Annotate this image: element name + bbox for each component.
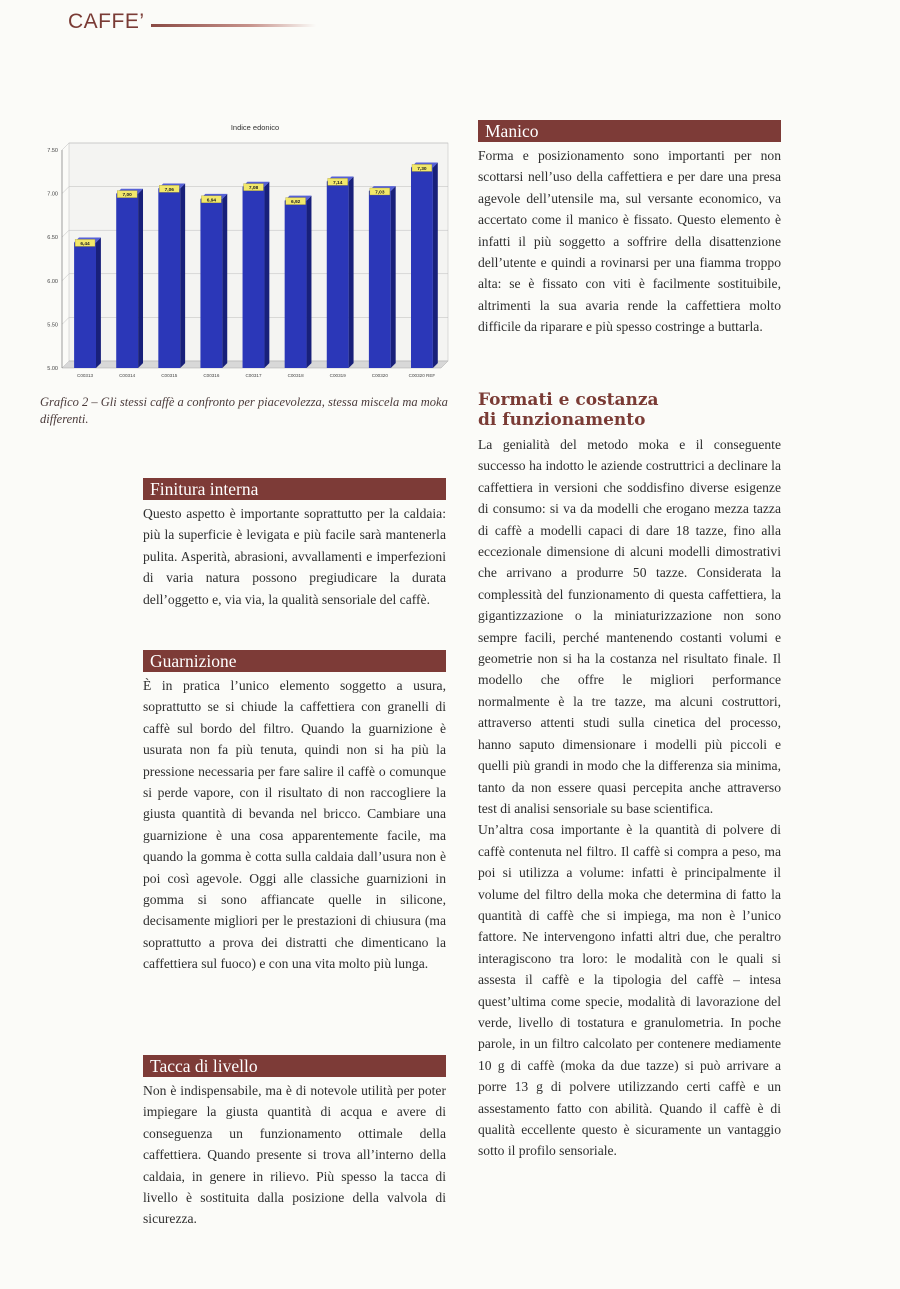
page-header [68,10,316,34]
y-tick-label: 7.00 [47,191,58,198]
gridline [62,317,69,324]
x-tick-label: C00316 [203,373,220,378]
x-tick-label: C00315 [161,373,178,378]
bar [243,187,265,368]
section-formati [478,390,781,1162]
bar-side [96,238,101,368]
section-text: È in pratica l’unico elemento soggetto a usura, soprattutto se si chiude la caffettiera con granelli di caffè sul bordo del filtro. Quando la guarnizione è usurata non fa più tenuta, quindi non si ha più la pressione necessaria per fare salire il caffè o comunque si perde vapore, con il risultato di non raccogliere la giusta quantità di bevanda nel bricco. Cambiare una guarnizione è una cosa apparentemente facile, ma quando la gomma è cotta sulla caldaia dall’usura non è poi così agevole. Oggi alle classiche guarnizioni in gomma si sono affiancate quelle in silicone, decisamente migliori per le prestazioni di chiusura (ma soprattutto a prova dei distratti che dimenticano la caffettiera sul fuoco) e con una vita molto più lunga. [143,678,446,972]
x-tick-label: C00320 [371,373,388,378]
data-label: 6,92 [290,200,301,206]
x-tick-label: C00313 [77,373,94,378]
bar [200,199,222,368]
section-heading: Finitura interna [143,478,446,500]
bar [74,242,96,368]
gridline [62,187,69,194]
section-heading: Manico [478,120,781,142]
data-label: 7,14 [333,180,343,186]
x-tick-label: C00319 [329,373,346,378]
section-finitura [143,478,446,610]
subheading-line-1: Formati e costanza [478,390,659,410]
data-label: 7,08 [248,186,259,192]
bar-side [222,194,227,368]
bar-side [307,196,312,368]
data-label: 6,94 [206,198,217,204]
hedonic-index-chart [30,118,460,388]
bar-side [264,182,269,368]
section-heading: Guarnizione [143,650,446,672]
data-label: 6,44 [80,241,90,247]
data-label: 7,03 [375,190,385,196]
y-tick-label: 5.00 [47,366,58,372]
bar [411,167,433,368]
chart-svg [30,118,460,388]
section-text: Non è indispensabile, ma è di notevole utilità per poter impiegare la giusta quantità di acqua e avere di conseguenza un funzionamento ottimale della caffettiera. Quando presente si trova all’interno della caldaia, in genere in rilievo. Più spesso la tacca di livello è sostituita dalla posizione della valvola di sicurezza. [143,1083,446,1227]
section-title: CAFFE’ [68,10,145,33]
x-tick-label: C00318 [287,373,304,378]
section-manico [478,120,781,338]
gridline [62,143,69,150]
section-subheading [478,390,781,430]
bar [369,191,391,368]
x-tick-label: C00320 REF [408,373,436,378]
paragraph: La genialità del metodo moka e il conseguente successo ha indotto le aziende costruttrici a declinare la caffettiera in versioni che soddisfino diverse esigenze di consumo: si va da modelli che erogano mezza tazza di caffè a modelli capaci di dare 18 tazze, fino alla eccezionale dimensione di alcuni modelli dimostrativi che arrivano a produrre 50 tazze. Considerata la complessità del funzionamento di questa caffettiera, la gigantizzazione o la miniaturizzazione non sono sempre facili, perché mantenendo costanti volumi e geometrie non si ha la costanza nel risultato finale. Il modello che offre le migliori performance normalmente è la tre tazze, ma alcuni costruttori, attraverso attenti studi sulla cinetica del processo, hanno saputo dimensionare i modelli più piccoli e quelli più grandi in modo che la differenza sia minima, tanto da non essere quasi percepita anche attraverso test di analisi sensoriale su base scientifica. [478,437,781,816]
y-tick-label: 6.50 [47,235,58,242]
subheading-line-2: di funzionamento [478,410,646,430]
section-text [478,434,781,1162]
gridline [62,230,69,237]
paragraph: Un’altra cosa importante è la quantità di polvere di caffè contenuta nel filtro. Il caffè si compra a peso, ma poi si utilizza a volume: infatti è principalmente il volume del filtro della moka che determina di fatto la quantità di caffè che si impiega, ma non è l’unico fattore. Ne intervengono infatti altri due, che peraltro interagiscono tra loro: le modalità con le quali si assesta il caffè e la tipologia del caffè – intesa quest’ultima come specie, modalità di lavorazione del verde, livello di tostatura e granulometria. In poche parole, in un filtro calcolato per contenere mediamente 10 g di caffè (moka da due tazze) si può arrivare a porre 13 g di polvere utilizzando certi caffè e un assestamento fatto con abilità. Quando il caffè è di qualità eccellente questo è sicuramente un vantaggio sotto il profilo sensoriale. [478,822,781,1159]
section-heading: Tacca di livello [143,1055,446,1077]
data-label: 7,06 [164,187,174,193]
bar [116,194,138,368]
bar-side [138,189,143,368]
bar-side [349,176,354,368]
section-text: Forma e posizionamento sono importanti per non scottarsi nell’uso della caffettiera e per dare una presa agevole dell’utensile ma, sul versante economico, va accertato come il manico è fissato. Questo elemento è infatti il più soggetto a soffrire della disattenzione dell’utente e quindi a rovinarsi per una fiamma troppo alta: se è fissato con viti è facilmente sostituibile, altrimenti la sua avaria rende la caffettiera molto difficile da riparare e più spesso costringe a buttarla. [478,148,781,335]
x-tick-label: C00317 [245,373,262,378]
bar-side [180,183,185,368]
chart-title: Indice edonico [230,123,280,132]
bar [327,181,349,368]
chart-caption: Grafico 2 – Gli stessi caffè a confronto per piacevolezza, stessa miscela ma moka differenti. [40,395,448,426]
x-tick-label: C00314 [119,373,136,378]
header-rule [151,24,316,27]
data-label: 7,30 [417,166,427,172]
y-tick-label: 7.50 [47,148,58,154]
data-label: 7,00 [122,193,132,199]
y-tick-label: 6.00 [47,278,58,285]
section-text: Questo aspetto è importante soprattutto per la caldaia: più la superficie è levigata e più facile sarà mantenerla pulita. Asperità, abrasioni, avvallamenti e imperfezioni di varia natura possono pregiudicare la durata dell’oggetto e, via via, la qualità sensoriale del caffè. [143,506,446,607]
bar-side [391,186,396,368]
bar [158,188,180,368]
bar [285,201,307,368]
gridline [62,274,69,281]
y-tick-label: 5.50 [47,322,58,329]
bar-side [433,163,438,368]
section-tacca [143,1055,446,1230]
section-guarnizione [143,650,446,975]
